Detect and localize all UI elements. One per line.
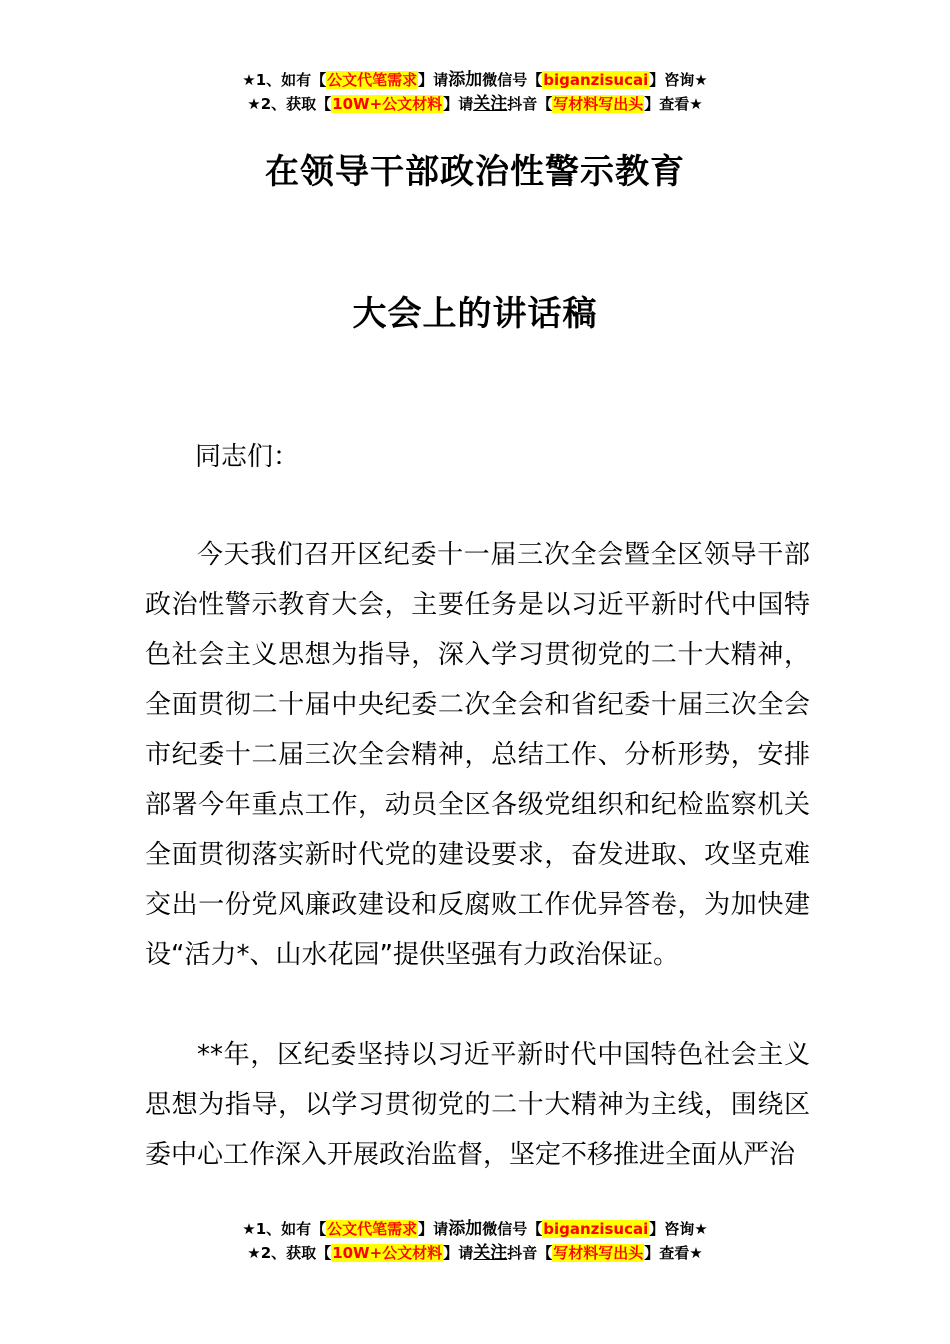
promo-text: 】请 (443, 95, 474, 113)
body-paragraph-2: **年，区纪委坚持以习近平新时代中国特色社会主义思想为指导，以学习贯彻党的二十大精神为主线，围绕区委中心工作深入开展政治监督，坚定不移推进全面从严治 (145, 1040, 810, 1170)
document-title-line-2: 大会上的讲话稿 (352, 294, 598, 334)
promo-text: 微信号【 (482, 1220, 543, 1238)
promo-text: ★1、如有【 (242, 1220, 327, 1238)
promo-highlight: 10W+公文材料 (332, 95, 443, 113)
promo-text: ★2、获取【 (247, 95, 332, 113)
promo-text: 微信号【 (482, 71, 543, 89)
promo-line-2 (0, 1241, 950, 1265)
promo-text: 】请 (418, 71, 449, 89)
salutation: 同志们： (195, 442, 300, 472)
body-paragraph-1: 今天我们召开区纪委十一届三次全会暨全区领导干部政治性警示教育大会，主要任务是以习近平新时代中国特色社会主义思想为指导，深入学习贯彻党的二十大精神，全面贯彻二十届中央纪委二次全会和省纪委十届三次全会市纪委十二届三次全会精神，总结工作、分析形势，安排部署今年重点工作，动员全区各级党组织和纪检监察机关全面贯彻落实新时代党的建设要求，奋发进取、攻坚克难交出一份党风廉政建设和反腐败工作优异答卷，为加快建设“活力*、山水花园”提供坚强有力政治保证。 (145, 540, 810, 970)
promo-highlight: 写材料写出头 (553, 95, 644, 113)
promo-text: 抖音【 (507, 1244, 553, 1262)
promo-emphasis: 关注 (473, 94, 508, 114)
promo-highlight: 写材料写出头 (553, 1244, 644, 1262)
promo-highlight: biganzisucai (543, 71, 649, 89)
promo-text: 】咨询★ (649, 71, 708, 89)
promo-highlight: 10W+公文材料 (332, 1244, 443, 1262)
promo-text: 】咨询★ (649, 1220, 708, 1238)
promo-text: ★2、获取【 (247, 1244, 332, 1262)
promo-banner-bottom (0, 1217, 950, 1265)
promo-text: 】查看★ (644, 95, 703, 113)
promo-line-1 (0, 68, 950, 92)
promo-text: 】查看★ (644, 1244, 703, 1262)
promo-text: 】请 (443, 1244, 474, 1262)
promo-line-1 (0, 1217, 950, 1241)
promo-highlight: 公文代笔需求 (327, 71, 418, 89)
promo-text: 】请 (418, 1220, 449, 1238)
promo-highlight: 公文代笔需求 (327, 1220, 418, 1238)
promo-line-2 (0, 92, 950, 116)
promo-text: 抖音【 (507, 95, 553, 113)
promo-banner-top (0, 68, 950, 116)
promo-emphasis: 添加 (448, 1219, 483, 1239)
promo-emphasis: 添加 (448, 70, 483, 90)
promo-highlight: biganzisucai (543, 1220, 649, 1238)
document-title-line-1: 在领导干部政治性警示教育 (265, 152, 685, 192)
promo-text: ★1、如有【 (242, 71, 327, 89)
promo-emphasis: 关注 (473, 1243, 508, 1263)
